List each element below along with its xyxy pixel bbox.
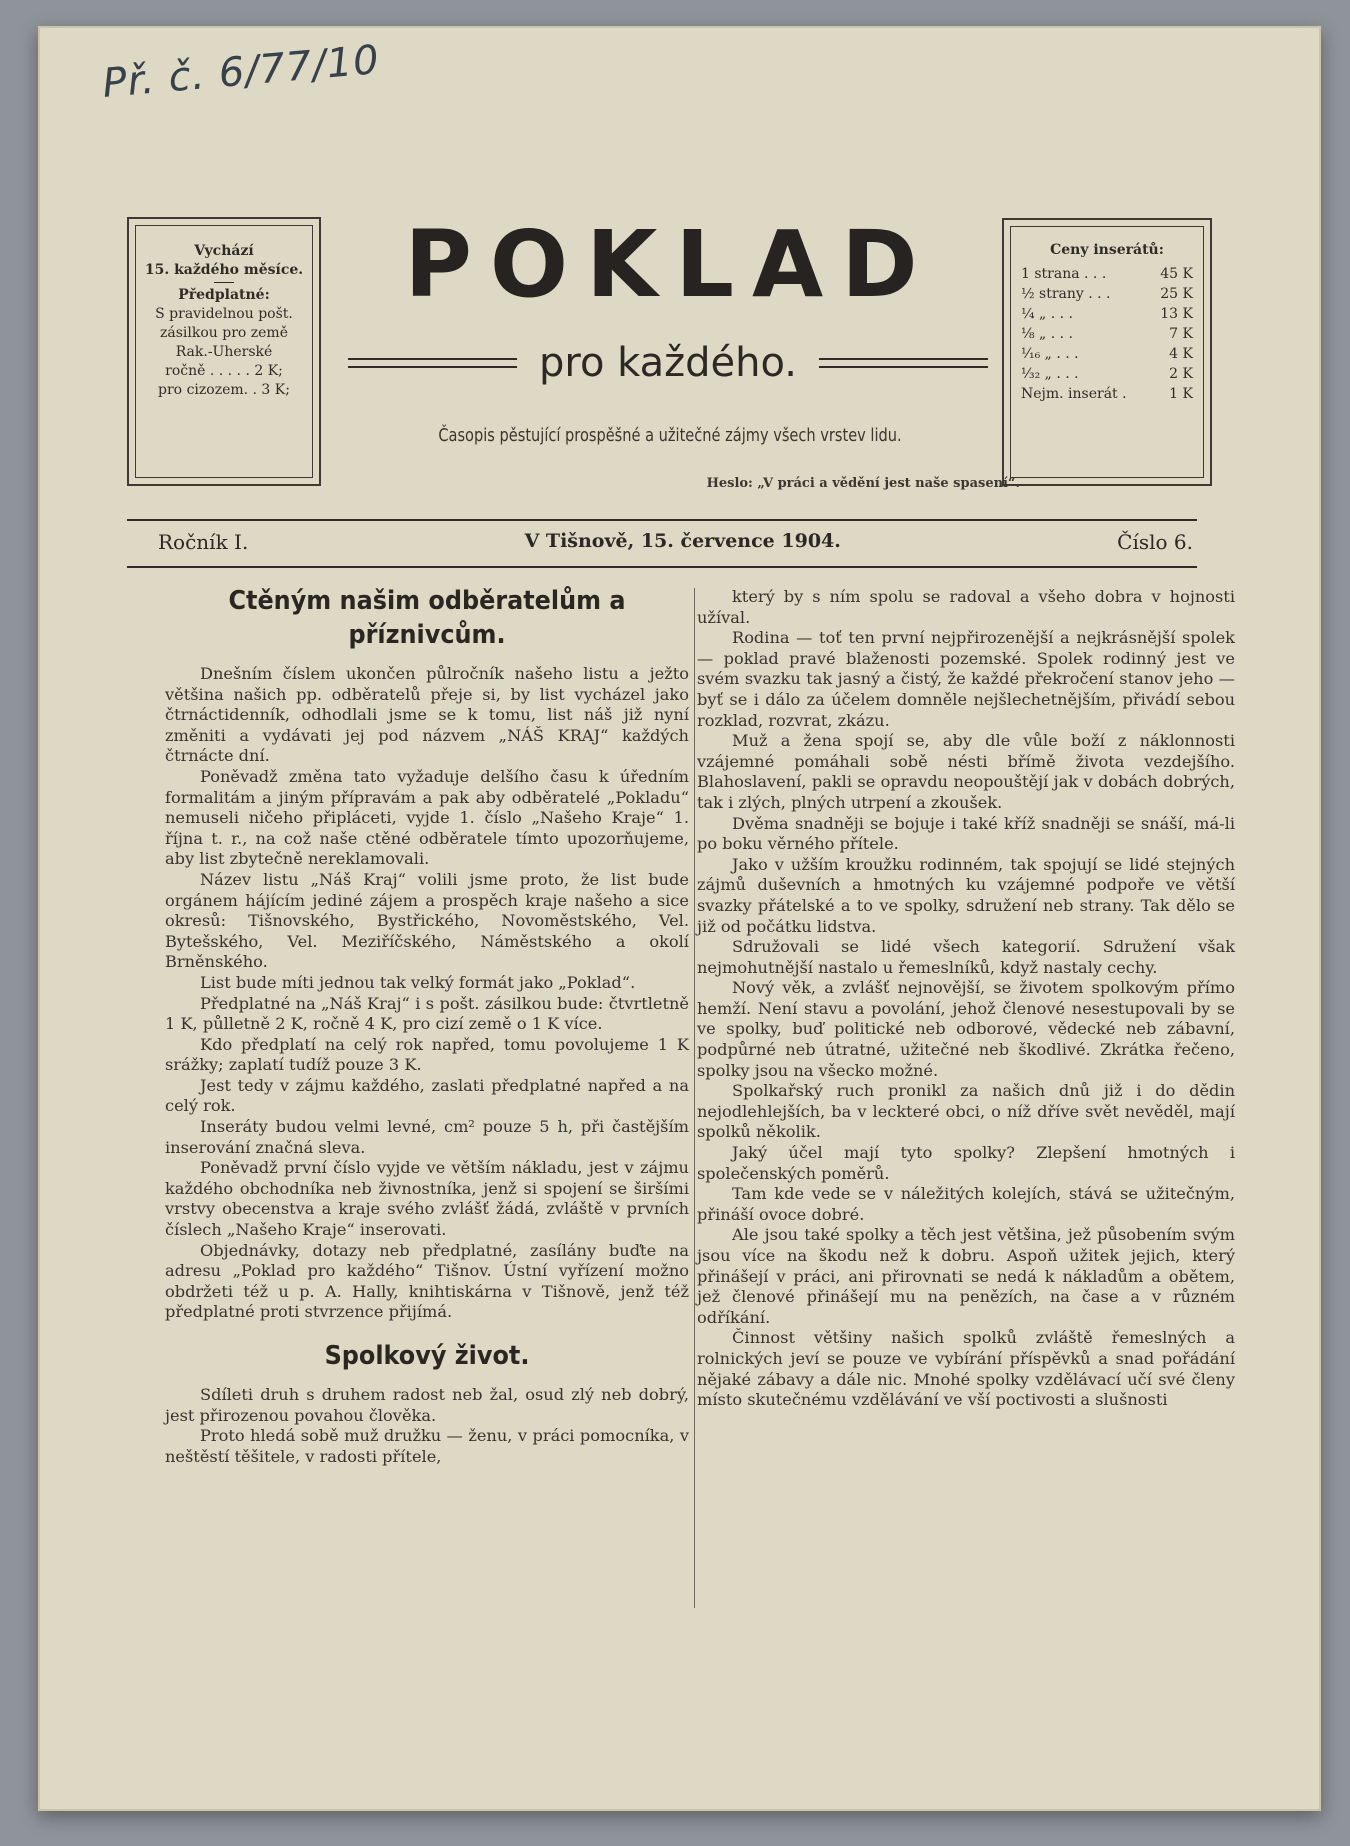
advert-prices-box	[1002, 218, 1212, 486]
price-foreign: pro cizozem. . 3 K;	[158, 382, 290, 398]
subscription-line3: Rak.-Uherské	[175, 344, 273, 360]
article-column-left	[165, 584, 689, 1467]
advert-price-row	[1021, 324, 1193, 344]
paragraph: Nový věk, a zvlášť nejnovější, se životem spolkovým přímo hemží. Není stavu a povolání, jehož členové nesestupovali by se ve spolky, buď politické neb odborové, vědecké neb zábavní, podpůrné neb útratné, užitečné neb škodlivé. Zkrátka řečeno, spolky jsou na všecko možné.	[697, 978, 1235, 1080]
paragraph: Poněvadž první číslo vyjde ve větším nákladu, jest v zájmu každého obchodníka neb živnostníka, jenž si spojení se širšími vrstvy obecenstva a kraje svého zvlášť žádá, zvláště v prvních číslech „Našeho Kraje“ inserovati.	[165, 1158, 689, 1240]
advert-price-row	[1021, 284, 1193, 304]
masthead-title: POKLAD	[404, 211, 936, 318]
paragraph: Činnost většiny našich spolků zvláště řemeslných a rolnických jeví se pouze ve vybírání příspěvků a snad pořádání nějaké zábavy a dále nic. Mnohé spolky vzdělávací učí své členy místo skutečnému vzdělávání ve vší poctivosti a slušnosti	[697, 1328, 1235, 1410]
place-date: V Tišnově, 15. července 1904.	[524, 530, 841, 552]
advert-size-label: 1 strana . . .	[1021, 266, 1107, 282]
issued-line2: 15. každého měsíce.	[144, 262, 304, 278]
advert-price-row	[1021, 264, 1193, 284]
masthead-tagline: Časopis pěstující prospěšné a užitečné zájmy všech vrstev lidu.	[438, 425, 902, 446]
article-heading-club-life: Spolkový život.	[324, 1341, 530, 1371]
advert-price-value: 2 K	[1169, 366, 1193, 382]
masthead-motto: Heslo: „V práci a vědění jest naše spasení“.	[706, 476, 1020, 491]
column-divider	[694, 588, 695, 1608]
paragraph: který by s ním spolu se radoval a všeho dobra v hojnosti užíval.	[697, 587, 1235, 627]
paragraph: Tam kde vede se v náležitých kolejích, stává se užitečným, přináší ovoce dobré.	[697, 1184, 1235, 1224]
issued-line1: Vychází	[194, 243, 254, 259]
advert-price-value: 4 K	[1169, 346, 1193, 362]
paragraph: Ale jsou také spolky a těch jest většina, jež působením svým jsou více na škodu než k dobru. Aspoň užitek jejich, který přinášejí v práci, ani přirovnati se nedá k nákladům a obětem, jež členové přinášejí mu na penězích, na čase a v různém odříkání.	[697, 1225, 1235, 1327]
paragraph: Jaký účel mají tyto spolky? Zlepšení hmotných i společenských poměrů.	[697, 1143, 1235, 1183]
advert-size-label: ⅛ „ . . .	[1021, 326, 1073, 342]
subscription-box	[127, 217, 321, 486]
paragraph: Dvěma snadněji se bojuje i také kříž snadněji se snáší, má-li po boku věrného přítele.	[697, 813, 1235, 854]
paragraph: Poněvadž změna tato vyžaduje delšího času k úředním formalitám a jiným přípravám a pak aby odběratelé „Pokladu“ nemuseli ničeho připláceti, vyjde 1. číslo „Našeho Kraje“ 1. října t. r., na což naše ctěné odběratele tímto upozorňujeme, aby list zbytečně nereklamovali.	[165, 766, 689, 869]
advert-price-row	[1021, 384, 1193, 404]
paragraph: Proto hledá sobě muž družku — ženu, v práci pomocníka, v neštěstí těšitele, v radosti přítele,	[165, 1426, 689, 1466]
paragraph: Sdíleti druh s druhem radost neb žal, osud zlý neb dobrý, jest přirozenou povahou člověka.	[165, 1385, 689, 1425]
ornament-rule-left	[348, 358, 517, 368]
advert-size-label: ¹⁄₃₂ „ . . .	[1021, 366, 1079, 382]
dateline-rule-bottom	[127, 566, 1197, 568]
paragraph: Kdo předplatí na celý rok napřed, tomu povolujeme 1 K srážky; zaplatí tudíž pouze 3 K.	[165, 1034, 689, 1075]
advert-size-label: ¼ „ . . .	[1021, 306, 1073, 322]
article-heading-subscribers: Ctěným našim odběratelům a příznivcům.	[228, 586, 626, 650]
article-body-club-life-continued	[697, 587, 1235, 1411]
paragraph: Muž a žena spojí se, aby dle vůle boží z náklonnosti vzájemné pomáhali sobě nésti břímě života vezdejšího. Blahoslavení, pakli se opravdu neopouštějí jak v dobách dobrých, tak i zlých, plných utrpení a zkoušek.	[697, 731, 1235, 812]
subscription-line2: zásilkou pro země	[160, 325, 288, 341]
paragraph: Rodina — toť ten první nejpřirozenější a nejkrásnější spolek — poklad pravé blaženosti pozemské. Spolek rodinný jest ve svém svazku tak jasný a čistý, že každé překročení stanov jeho — byť se i dálo za účelem domněle nejšlechetnějším, přivádí sebou rozklad, rozvrat, zkázu.	[697, 628, 1235, 730]
dateline	[158, 530, 1193, 554]
advert-price-row	[1021, 304, 1193, 324]
advert-price-list	[1021, 264, 1193, 404]
divider	[214, 282, 234, 283]
volume-label: Ročník I.	[158, 530, 249, 554]
handwritten-reference: Př. č. 6/77/10	[100, 36, 382, 107]
advert-price-row	[1021, 364, 1193, 384]
advert-price-value: 1 K	[1169, 386, 1193, 402]
article-body-club-life	[165, 1385, 689, 1467]
paragraph: List bude míti jednou tak velký formát jako „Poklad“.	[200, 972, 636, 992]
paragraph: Objednávky, dotazy neb předplatné, zasílány buďte na adresu „Poklad pro každého“ Tišnov. Ústní vyřízení možno obdržeti též u p. A. Hally, knihtiskárna v Tišnově, jenž též předplatné proti stvrzence přijímá.	[165, 1240, 689, 1322]
paragraph: Název listu „Náš Kraj“ volili jsme proto, že list bude orgánem hájícím jediné zájem a prospěch kraje našeho a sice okresů: Tišnovského, Bystřického, Novoměstského, Vel. Bytešského, Vel. Meziříčského, Náměstského a okolí Brněnského.	[165, 869, 689, 972]
masthead-subtitle-row	[348, 340, 988, 386]
paragraph: Předplatné na „Náš Kraj“ i s pošt. zásilkou bude: čtvrtletně 1 K, půlletně 2 K, ročně 4 K, pro cizí země o 1 K více.	[165, 993, 689, 1034]
advert-prices-heading: Ceny inserátů:	[1050, 242, 1164, 258]
advert-size-label: ¹⁄₁₆ „ . . .	[1021, 346, 1079, 362]
paragraph: Jako v užším kroužku rodinném, tak spojují se lidé stejných zájmů duševních a hmotných ku vzájemné podpoře ve větší svazky přátelské a to ve spolky, sdružení neb strany. Tak dělo se již od počátku lidstva.	[697, 854, 1235, 936]
advert-price-value: 25 K	[1160, 286, 1193, 302]
article-column-right	[697, 587, 1235, 1411]
paragraph: Inseráty budou velmi levné, cm² pouze 5 h, při častějším inserování značná sleva.	[165, 1117, 689, 1157]
subscription-heading: Předplatné:	[178, 287, 270, 303]
dateline-rule-top	[127, 519, 1197, 521]
price-domestic: ročně . . . . . 2 K;	[165, 363, 283, 379]
ornament-rule-right	[819, 358, 988, 368]
subscription-line1: S pravidelnou pošt.	[155, 306, 293, 322]
advert-size-label: ½ strany . . .	[1021, 286, 1111, 302]
paragraph: Dnešním číslem ukončen půlročník našeho listu a ježto většina našich pp. odběratelů přeje si, by list vycházel jako čtrnáctidenník, odhodlali jsme se k tomu, list náš již nyní změniti a vydávati jej pod názvem „NÁŠ KRAJ“ každých čtrnácte dní.	[165, 664, 689, 766]
advert-price-value: 13 K	[1160, 306, 1193, 322]
advert-price-value: 7 K	[1169, 326, 1193, 342]
advert-price-row	[1021, 344, 1193, 364]
masthead-subtitle: pro každého.	[539, 340, 797, 386]
issue-number: Číslo 6.	[1117, 530, 1193, 554]
paragraph: Spolkařský ruch pronikl za našich dnů již i do dědin nejodlehlejších, ba v leckteré obci, o níž dříve svět nevěděl, mají spolků několik.	[697, 1081, 1235, 1142]
article-body-subscribers	[165, 664, 689, 1323]
paragraph: Sdružovali se lidé všech kategorií. Sdružení však nejmohutnější nastalo u řemeslníků, když nastaly cechy.	[697, 937, 1235, 977]
advert-price-value: 45 K	[1160, 266, 1193, 282]
advert-size-label: Nejm. inserát .	[1021, 386, 1127, 402]
paragraph: Jest tedy v zájmu každého, zaslati předplatné napřed a na celý rok.	[165, 1075, 689, 1116]
